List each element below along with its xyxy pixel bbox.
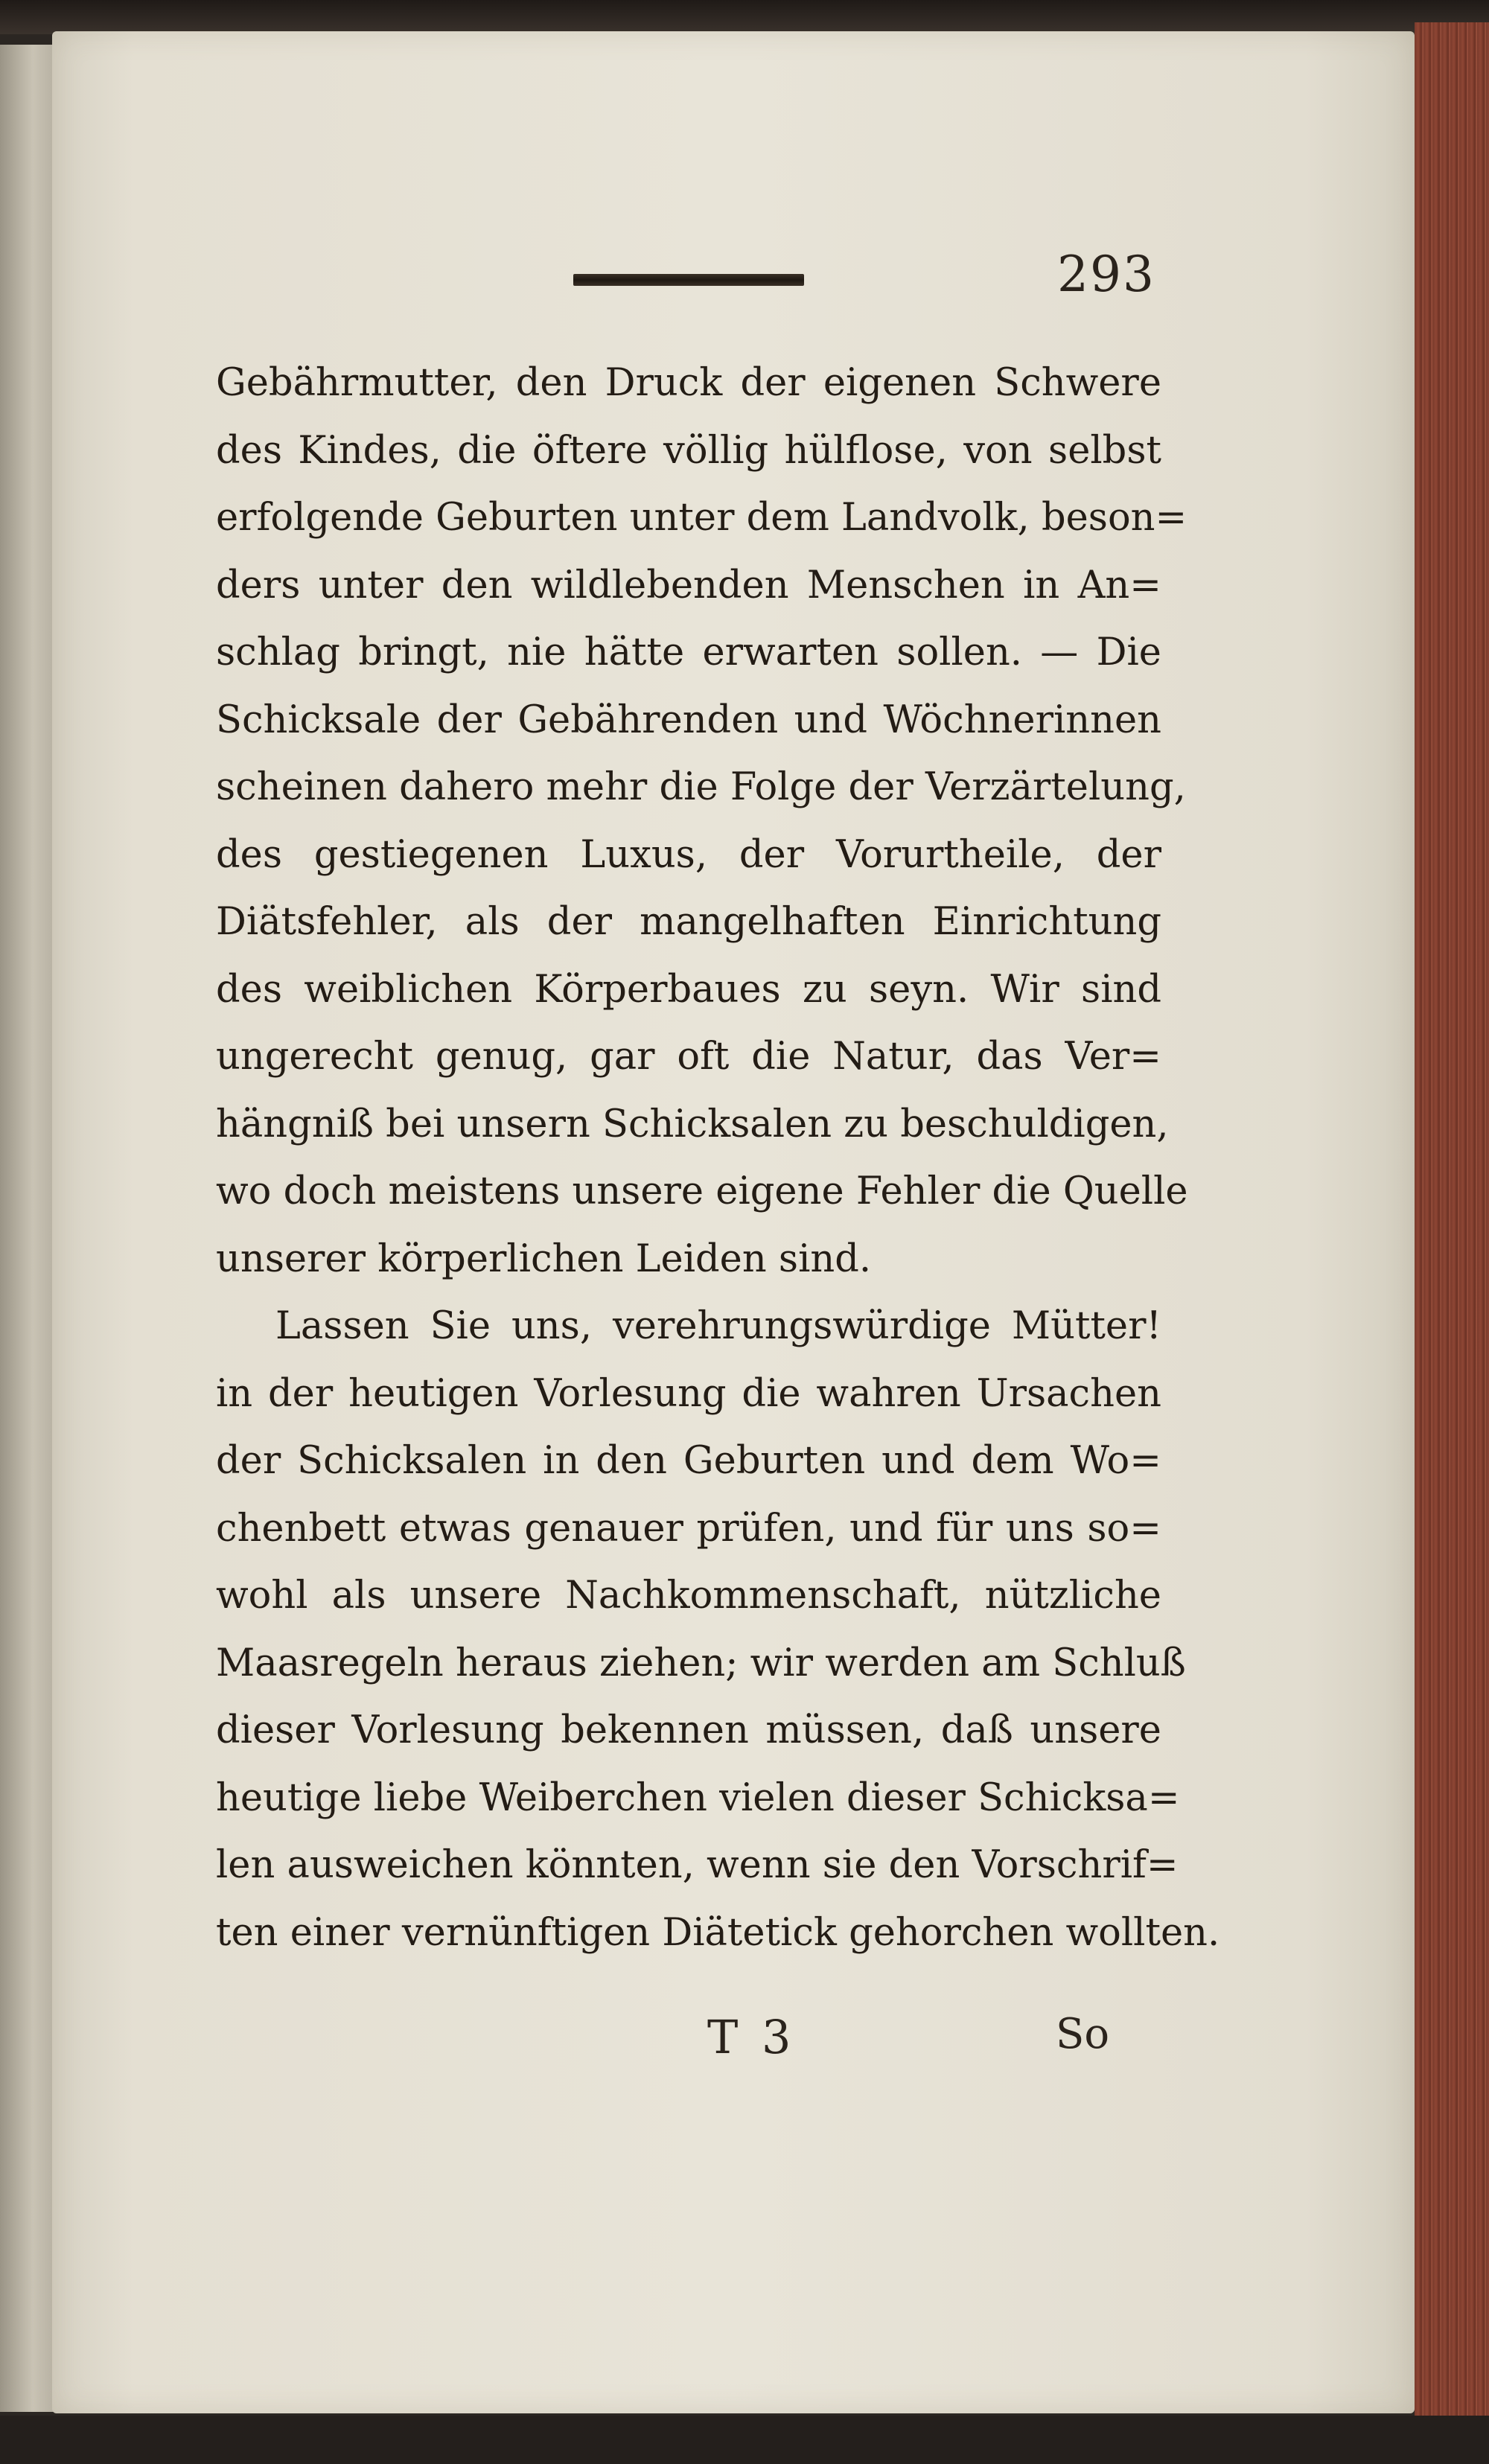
text-line: ders unter den wildlebenden Menschen in An= bbox=[216, 563, 1161, 607]
text-line: dieser Vorlesung bekennen müssen, daß unsere bbox=[216, 1708, 1161, 1752]
text-line: heutige liebe Weiberchen vielen dieser Schicksa= bbox=[216, 1775, 1180, 1820]
page-number: 293 bbox=[1057, 246, 1155, 303]
text-line: hängniß bei unsern Schicksalen zu beschuldigen, bbox=[216, 1102, 1169, 1146]
text-line: Maasregeln heraus ziehen; wir werden am Schluß bbox=[216, 1641, 1186, 1685]
text-line: des weiblichen Körperbaues zu seyn. Wir sind bbox=[216, 967, 1161, 1012]
text-line: Diätsfehler, als der mangelhaften Einrichtung bbox=[216, 900, 1161, 944]
text-line: scheinen dahero mehr die Folge der Verzärtelung, bbox=[216, 765, 1186, 809]
header-rule bbox=[573, 274, 804, 286]
text-line: unserer körperlichen Leiden sind. bbox=[216, 1236, 872, 1281]
scanner-bottom-edge bbox=[0, 2416, 1489, 2464]
text-line: Gebährmutter, den Druck der eigenen Schwere bbox=[216, 361, 1161, 405]
text-line: ungerecht genug, gar oft die Natur, das Ver= bbox=[216, 1035, 1161, 1079]
text-line: chenbett etwas genauer prüfen, und für uns so= bbox=[216, 1506, 1161, 1551]
text-line: in der heutigen Vorlesung die wahren Ursachen bbox=[216, 1371, 1161, 1416]
book-page-edges bbox=[1415, 22, 1489, 2434]
paragraph-2 bbox=[216, 1293, 1220, 1967]
text-line: Lassen Sie uns, verehrungswürdige Mütter! bbox=[275, 1304, 1161, 1348]
text-line: erfolgende Geburten unter dem Landvolk, beson= bbox=[216, 496, 1187, 540]
scanner-top-edge bbox=[0, 0, 1489, 34]
text-line: wohl als unsere Nachkommenschaft, nützliche bbox=[216, 1574, 1161, 1618]
body-text bbox=[216, 350, 1220, 1967]
text-line: der Schicksalen in den Geburten und dem Wo= bbox=[216, 1439, 1161, 1483]
text-line: des Kindes, die öftere völlig hülflose, von selbst bbox=[216, 428, 1161, 473]
text-line: des gestiegenen Luxus, der Vorurtheile, der bbox=[216, 832, 1161, 877]
catchword: So bbox=[1056, 2010, 1110, 2058]
text-line: ten einer vernünftigen Diätetick gehorchen wollten. bbox=[216, 1910, 1220, 1955]
paragraph-1 bbox=[216, 350, 1188, 1293]
previous-page-edge bbox=[0, 45, 60, 2412]
text-line: wo doch meistens unsere eigene Fehler die Quelle bbox=[216, 1169, 1188, 1213]
signature-mark: T 3 bbox=[707, 2010, 796, 2064]
text-line: len ausweichen könnten, wenn sie den Vorschrif= bbox=[216, 1843, 1179, 1887]
text-line: Schicksale der Gebährenden und Wöchnerinnen bbox=[216, 698, 1161, 742]
text-line: schlag bringt, nie hätte erwarten sollen. — Die bbox=[216, 631, 1161, 674]
